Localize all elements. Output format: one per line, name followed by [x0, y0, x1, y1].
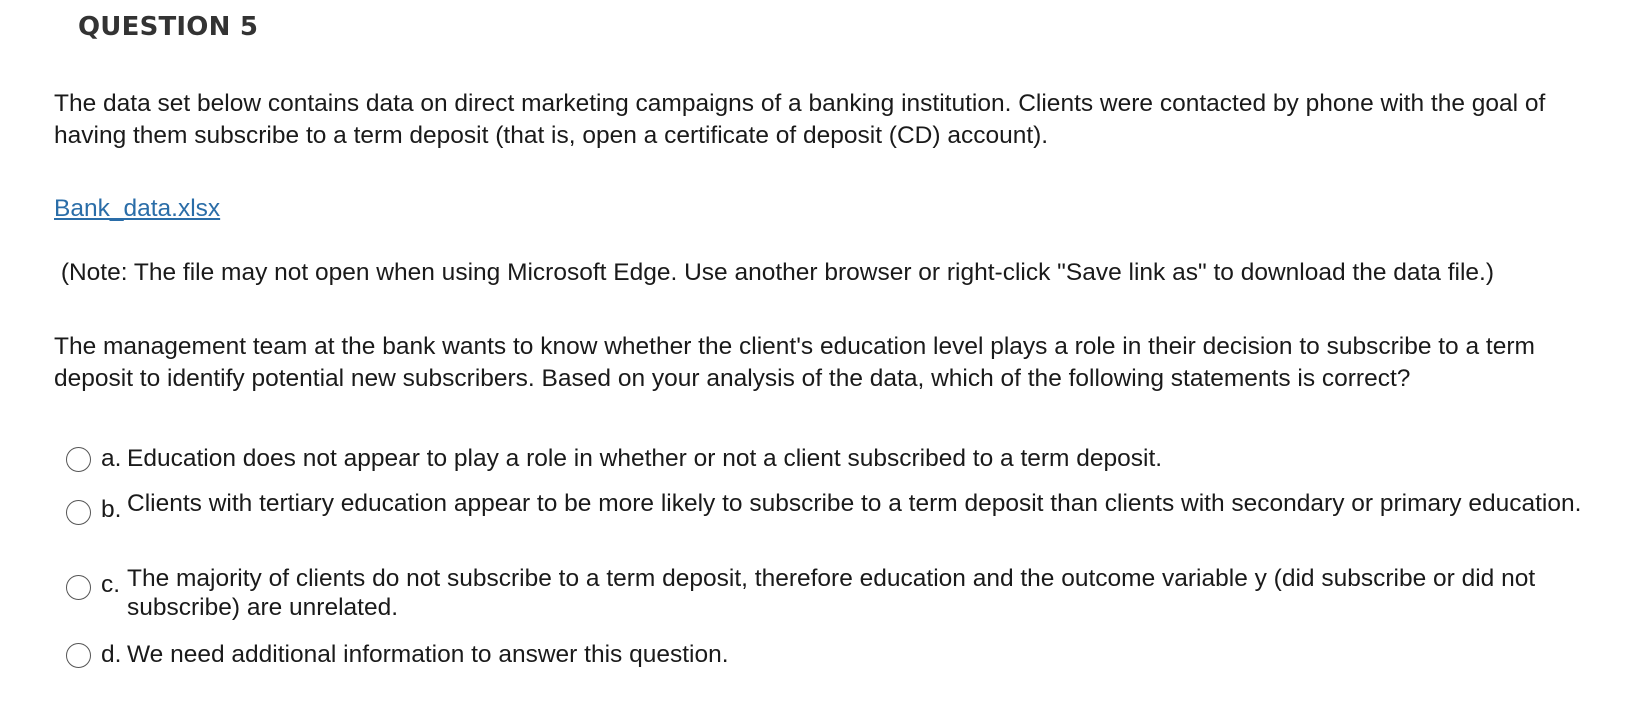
option-a[interactable] — [66, 444, 1626, 474]
option-c-text: The majority of clients do not subscribe to a term deposit, therefore education and the outcome variable y (did subscribe or did not subscribe) are unrelated. — [127, 565, 1536, 621]
option-d-radio[interactable] — [66, 643, 91, 668]
option-d-letter: d. — [101, 641, 122, 668]
option-b[interactable] — [66, 489, 1626, 525]
option-b-text: Clients with tertiary education appear to be more likely to subscribe to a term deposit than clients with secondary or primary education. — [127, 490, 1582, 517]
question-note — [54, 257, 1614, 289]
option-b-letter: b. — [101, 496, 122, 523]
question-prompt: The management team at the bank wants to know whether the client's education level plays a role in their decision to subscribe to a term deposit to identify potential new subscribers. Based on your analysis of the data, which of the following statements is correct? — [54, 333, 1535, 392]
question-title: QUESTION 5 — [78, 12, 259, 42]
option-c-radio[interactable] — [66, 575, 91, 600]
option-d-text: We need additional information to answer this question. — [127, 641, 729, 668]
option-a-letter: a. — [101, 445, 122, 472]
bank-data-file-link[interactable]: Bank_data.xlsx — [54, 195, 221, 222]
option-c[interactable] — [66, 564, 1626, 622]
option-a-radio[interactable] — [66, 447, 91, 472]
file-link-paragraph — [54, 193, 1614, 225]
question-intro: The data set below contains data on direct marketing campaigns of a banking institution. Clients were contacted by phone with the goal of having them subscribe to a term deposit (that is, open a certificate of deposit (CD) account). — [54, 90, 1546, 149]
note-text: (Note: The file may not open when using Microsoft Edge. Use another browser or right-click "Save link as" to download the data file.) — [60, 259, 1495, 286]
option-b-radio[interactable] — [66, 500, 91, 525]
option-a-text: Education does not appear to play a role in whether or not a client subscribed to a term deposit. — [127, 445, 1163, 472]
option-c-letter: c. — [101, 571, 121, 598]
option-d[interactable] — [66, 640, 1626, 670]
